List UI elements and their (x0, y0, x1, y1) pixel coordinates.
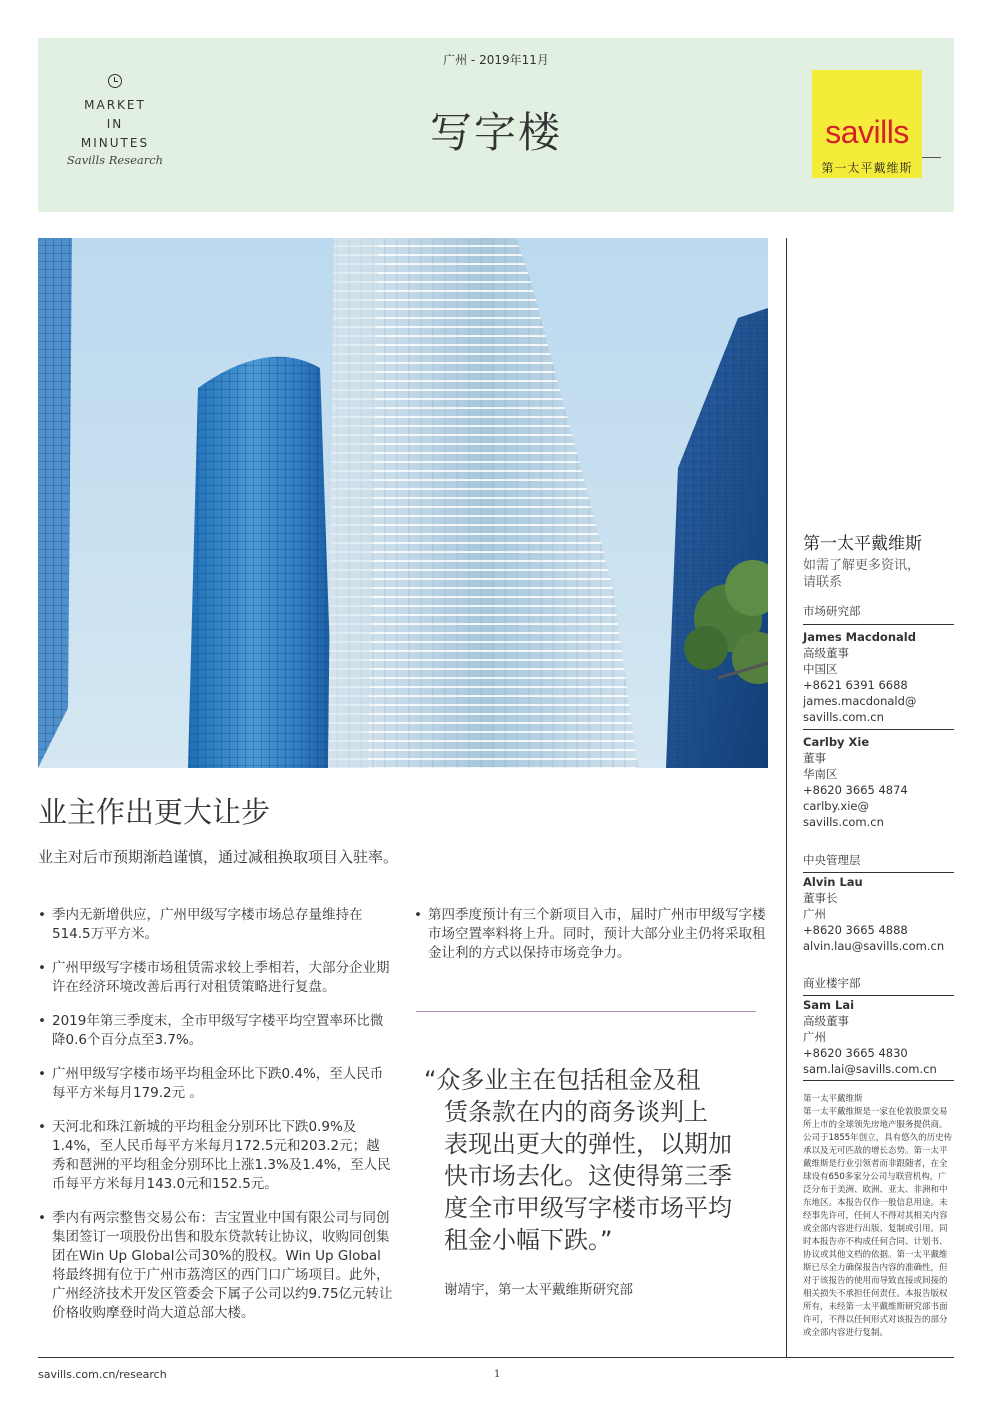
bullet-item: • 季内无新增供应，广州甲级写字楼市场总存量维持在514.5万平方米。 (38, 906, 393, 944)
contact-line: 广州 (803, 1030, 826, 1044)
contact-line: 高级董事 (803, 646, 849, 660)
mim-research-label: Savills Research (66, 153, 164, 167)
bullet-item: • 天河北和珠江新城的平均租金分别环比下跌0.9%及1.4%，至人民币每平方米每月172.5元和203.2元；越秀和琶洲的平均租金分别环比上涨1.3%及1.4%，至人民币每平方米每月143.0元和152.5元。 (38, 1118, 393, 1194)
contact-name: James Macdonald (803, 630, 916, 644)
sidebar-divider (786, 238, 787, 1357)
contact-rule (803, 624, 954, 625)
contact-phone: +8620 3665 4888 (803, 923, 908, 937)
contact-email-link[interactable]: alvin.lau@savills.com.cn (803, 939, 945, 953)
contact-phone: +8620 3665 4874 (803, 783, 908, 797)
bullet-item: • 广州甲级写字楼市场平均租金环比下跌0.4%，至人民币每平方米每月179.2元 。 (38, 1065, 393, 1103)
contact-email-link[interactable]: sam.lai@savills.com.cn (803, 1062, 937, 1076)
logo-name: savills (825, 114, 909, 150)
bullet-item: • 2019年第三季度末，全市甲级写字楼平均空置率环比微降0.6个百分点至3.7%。 (38, 1012, 393, 1050)
contact-phone: +8620 3665 4830 (803, 1046, 908, 1060)
article-headline: 业主作出更大让步 (38, 795, 271, 829)
contact-rule (803, 1080, 954, 1081)
clock-icon (108, 74, 122, 88)
contact-email-link[interactable]: carlby.xie@ (803, 799, 869, 813)
sidebar-intro-line: 如需了解更多资讯， (803, 558, 921, 573)
dept-label: 中央管理层 (803, 853, 861, 867)
contact-line: 董事长 (803, 891, 838, 905)
contact-line: 华南区 (803, 767, 838, 781)
contact-card (803, 734, 955, 830)
savills-logo (812, 70, 922, 178)
pull-quote (424, 1064, 760, 1256)
contact-name: Sam Lai (803, 998, 855, 1012)
bullet-item: • 广州甲级写字楼市场租赁需求较上季相若，大部分企业期许在经济环境改善后再行对租赁策略进行复盘。 (38, 959, 393, 997)
article-lede: 业主对后市预期渐趋谨慎，通过减租换取项目入驻率。 (38, 848, 399, 866)
contact-phone: +8621 6391 6688 (803, 678, 908, 692)
quote-line: “众多业主在包括租金及租 (424, 1066, 701, 1094)
hero-photo-buildings (38, 238, 768, 768)
quote-divider (416, 1011, 756, 1012)
contact-name: Carlby Xie (803, 735, 870, 749)
dept-label: 市场研究部 (803, 604, 861, 618)
contact-email-link[interactable]: james.macdonald@ (803, 694, 917, 708)
mim-line-2: IN (106, 117, 124, 131)
contact-line: 中国区 (803, 662, 838, 676)
quote-attribution: 谢靖宇，第一太平戴维斯研究部 (444, 1282, 633, 1298)
sidebar-intro-line: 请联系 (803, 574, 843, 590)
contact-card (803, 997, 955, 1077)
dept-label: 商业楼宇部 (803, 976, 861, 990)
disclaimer-note (803, 1093, 955, 1340)
bullets-right-column (414, 906, 766, 978)
sidebar-intro (803, 558, 955, 591)
bullet-item: • 第四季度预计有三个新项目入市，届时广州市甲级写字楼市场空置率料将上升。同时，预计大部分业主仍将采取租金让利的方式以保持市场竞争力。 (414, 906, 766, 963)
contact-card (803, 874, 955, 954)
contact-rule (803, 995, 954, 996)
contact-email-link[interactable]: savills.com.cn (803, 815, 884, 829)
contact-email-link[interactable]: savills.com.cn (803, 710, 884, 724)
mim-line-1: MARKET (84, 98, 146, 112)
contact-line: 高级董事 (803, 1014, 849, 1028)
contact-name: Alvin Lau (803, 875, 863, 889)
quote-line: 快市场去化。这使得第三季 (444, 1162, 732, 1190)
footer-rule (38, 1357, 954, 1358)
disclaimer-title: 第一太平戴维斯 (803, 1094, 863, 1104)
footer-url-link[interactable]: savills.com.cn/research (38, 1368, 167, 1381)
quote-line: 度全市甲级写字楼市场平均 (444, 1194, 732, 1222)
page-number: 1 (494, 1369, 501, 1380)
contact-line: 董事 (803, 751, 826, 765)
contact-line: 广州 (803, 907, 826, 921)
quote-line: 赁条款在内的商务谈判上 (444, 1098, 708, 1126)
page-title: 写字楼 (429, 108, 562, 157)
dateline: 广州 - 2019年11月 (443, 53, 549, 67)
mim-line-3: MINUTES (80, 136, 150, 150)
sidebar-title: 第一太平戴维斯 (803, 534, 922, 554)
bullets-left-column (38, 906, 393, 1338)
contact-rule (803, 872, 954, 873)
quote-line: 表现出更大的弹性，以期加 (444, 1130, 732, 1158)
contact-card (803, 629, 955, 725)
contact-rule (803, 729, 954, 730)
disclaimer-body: 第一太平戴维斯是一家在伦敦股票交易所上市的全球领先房地产服务提供商。公司于1855年创立，具有悠久的历史传承以及无可匹敌的增长态势。第一太平戴维斯是行业引领者而非跟随者，在全球设有650多家分公司与联营机构，广泛分布于美洲、欧洲、亚太、非洲和中东地区。本报告仅作一般信息用途。未经事先许可，任何人不得对其相关内容或全部内容进行出版、复制或引用。同时本报告亦不构成任何合同、计划书、协议或其他文档的依据。第一太平戴维斯已尽全力确保报告内容的准确性，但对于该报告的使用而导致直接或间接的相关损失不承担任何责任。本报告版权所有，未经第一太平戴维斯研究部书面许可，不得以任何形式对该报告的部分或全部内容进行复制。 (803, 1107, 953, 1338)
logo-chinese-name: 第一太平戴维斯 (821, 161, 913, 175)
quote-line: 租金小幅下跌。” (444, 1226, 613, 1254)
bullet-item: • 季内有两宗整售交易公布：吉宝置业中国有限公司与同创集团签订一项股份出售和股东贷款转让协议，收购同创集团在Win Up Global公司30%的股权。Win Up Global将最终拥有位于广州市荔湾区的西门口广场项目。此外，广州经济技术开发区管委会下属子公司以约9.75亿元转让价格收购摩登时尚大道总部大楼。 (38, 1209, 393, 1323)
